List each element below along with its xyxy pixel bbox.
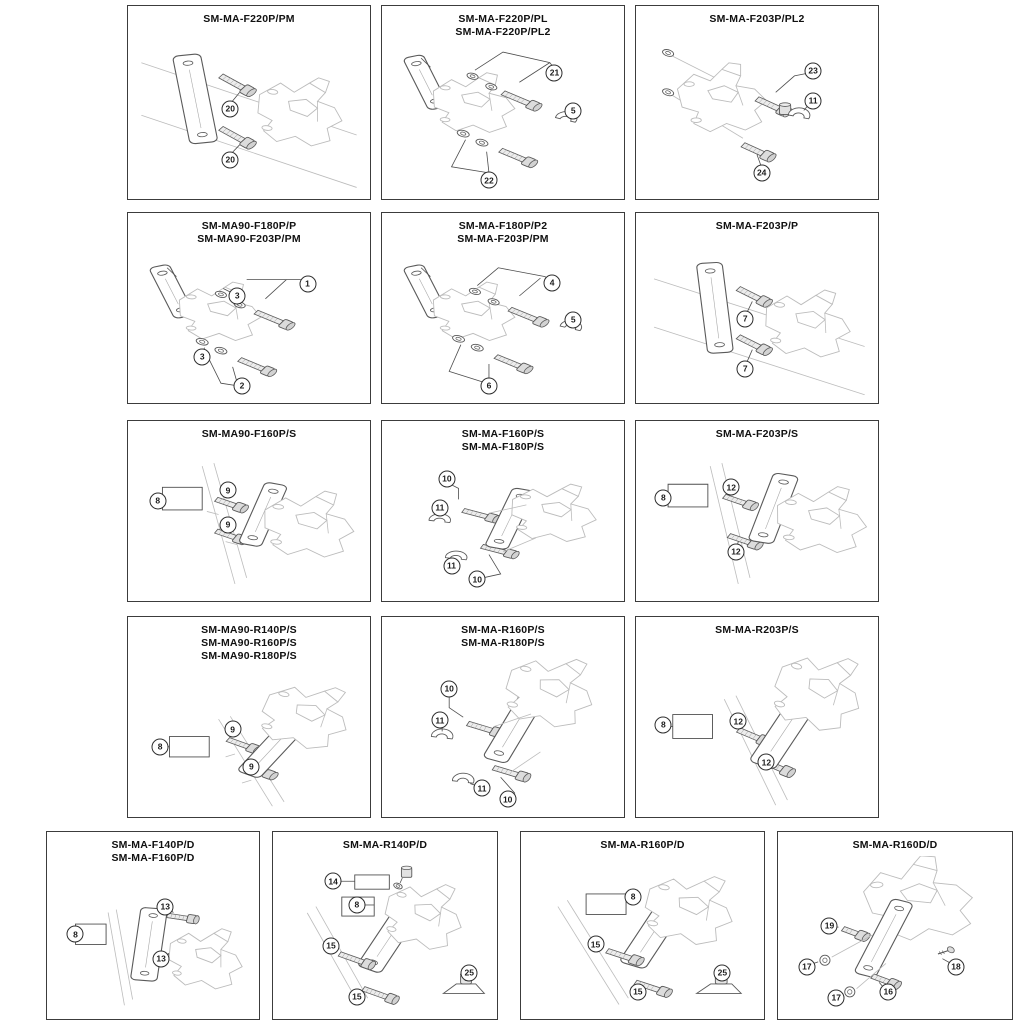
- callout-number: 15: [633, 986, 643, 997]
- panel-sm-ma-r160p-d: [520, 831, 765, 1020]
- callout-number: 11: [435, 715, 445, 726]
- washer-icon: [474, 138, 490, 148]
- panel-illustration: [132, 250, 366, 398]
- adapter-bracket: [172, 54, 217, 144]
- panel-title: [636, 428, 878, 441]
- callout-8: [152, 738, 169, 755]
- bolt-icon: [840, 925, 872, 943]
- panel-sm-ma90-f180p-p: [127, 212, 371, 404]
- brake-caliper-sketch: [242, 673, 366, 756]
- panel-title-line: SM-MA-F220P/PL: [458, 13, 548, 25]
- panel-sm-ma-f180p-p2: [381, 212, 625, 404]
- panel-title-line: SM-MA-R160P/S: [461, 624, 545, 636]
- panel-sm-ma-f140p-d: [46, 831, 260, 1020]
- callout-25: [714, 964, 731, 981]
- brake-caliper-sketch: [158, 921, 254, 993]
- exploded-view-drawing: [386, 654, 620, 812]
- panel-title-line: SM-MA-F203P/PM: [457, 233, 549, 245]
- bolt-icon: [217, 72, 258, 98]
- callout-number: 11: [447, 560, 457, 571]
- callout-2: [233, 378, 250, 395]
- callout-15: [348, 988, 365, 1005]
- panel-illustration: [640, 445, 874, 596]
- panel-title: [128, 13, 370, 26]
- callout-number: 14: [328, 876, 338, 887]
- panel-title: [382, 428, 624, 454]
- brake-caliper-sketch: [677, 63, 766, 132]
- callout-3: [194, 348, 211, 365]
- panel-title: [636, 13, 878, 26]
- panel-title-line: SM-MA-R180P/S: [461, 637, 545, 649]
- callout-17: [828, 990, 845, 1007]
- panel-title: [273, 839, 497, 852]
- callout-15: [629, 983, 646, 1000]
- callout-11: [473, 780, 490, 797]
- exploded-view-drawing: [386, 250, 620, 398]
- bolt-icon: [721, 492, 760, 511]
- panel-title-line: SM-MA-F203P/S: [715, 428, 799, 440]
- callout-9: [219, 482, 236, 499]
- panel-illustration: [386, 250, 620, 398]
- panel-title-line: SM-MA90-R140P/S: [201, 624, 297, 636]
- panel-illustration: [386, 43, 620, 194]
- bolt-icon: [217, 125, 258, 151]
- panel-title-line: SM-MA-F220P/PM: [203, 13, 295, 25]
- callout-10: [499, 791, 516, 808]
- panel-title-line: SM-MA90-F203P/PM: [197, 233, 301, 245]
- exploded-view-drawing: [132, 667, 366, 812]
- exploded-view-drawing: [640, 237, 874, 398]
- callout-number: 17: [802, 961, 812, 972]
- callout-10: [438, 470, 455, 487]
- callout-number: 25: [464, 967, 474, 978]
- callout-22: [480, 172, 497, 189]
- callout-8: [348, 896, 365, 913]
- panel-title-line: SM-MA-F160P/S: [461, 428, 545, 440]
- exploded-view-drawing: [51, 869, 255, 1014]
- callout-number: 12: [761, 757, 772, 768]
- callout-number: 8: [630, 891, 636, 902]
- callout-25: [461, 964, 478, 981]
- callout-number: 1: [305, 278, 310, 289]
- callout-12: [723, 479, 740, 496]
- panel-title-line: SM-MA90-R160P/S: [201, 637, 297, 649]
- bolt-icon: [236, 356, 279, 378]
- callout-number: 3: [199, 351, 205, 362]
- cam-washer-icon: [431, 728, 454, 739]
- callout-number: 22: [484, 175, 494, 186]
- panel-illustration: [640, 30, 874, 194]
- panel-sm-ma90-f160p-s: [127, 420, 371, 602]
- callout-number: 10: [502, 794, 513, 805]
- callout-5: [565, 102, 582, 119]
- callout-number: 7: [742, 363, 748, 374]
- callout-number: 11: [435, 502, 445, 513]
- callout-number: 10: [472, 574, 482, 585]
- callout-11: [443, 557, 460, 574]
- callout-13: [153, 950, 170, 967]
- callout-number: 5: [570, 314, 576, 325]
- callout-8: [149, 492, 166, 509]
- callout-number: 20: [225, 154, 235, 165]
- callout-number: 21: [549, 67, 560, 78]
- callout-9: [224, 721, 241, 738]
- callout-number: 23: [808, 65, 818, 76]
- panel-illustration: [525, 856, 760, 1014]
- brake-caliper-sketch: [171, 278, 268, 344]
- bolt-icon: [460, 507, 502, 524]
- exploded-view-drawing: [640, 445, 874, 596]
- panel-title: [778, 839, 1012, 852]
- panel-title-line: SM-MA-R160D/D: [852, 839, 938, 851]
- exploded-view-drawing: [132, 250, 366, 398]
- callout-number: 7: [742, 313, 748, 324]
- callout-number: 13: [160, 901, 170, 912]
- panel-sm-ma-f220p-pm: [127, 5, 371, 200]
- callout-number: 13: [156, 953, 166, 964]
- callout-11: [805, 92, 822, 109]
- exploded-view-drawing: [277, 856, 493, 1014]
- callout-number: 16: [883, 986, 893, 997]
- panel-sm-ma-f203p-s: [635, 420, 879, 602]
- panel-illustration: [782, 856, 1008, 1014]
- callout-21: [546, 65, 563, 82]
- callout-7: [737, 311, 754, 328]
- callout-number: 8: [661, 719, 666, 730]
- callout-number: 8: [155, 495, 161, 506]
- brake-caliper-sketch: [754, 641, 874, 739]
- callout-number: 15: [326, 940, 336, 951]
- exploded-view-drawing: [386, 43, 620, 194]
- callout-8: [67, 926, 84, 943]
- adapter-bracket: [130, 907, 167, 981]
- panel-title: [521, 839, 764, 852]
- panel-title-line: SM-MA90-F180P/P: [201, 220, 297, 232]
- callout-number: 15: [590, 939, 601, 950]
- callout-10: [469, 571, 486, 588]
- bolt-icon: [734, 333, 774, 357]
- panel-sm-ma-r140p-d: [272, 831, 498, 1020]
- callout-number: 11: [808, 95, 818, 106]
- panel-illustration: [132, 30, 366, 194]
- callout-number: 9: [248, 761, 254, 772]
- callout-11: [431, 499, 448, 516]
- callout-number: 6: [486, 380, 492, 391]
- panel-title: [636, 624, 878, 637]
- bolt-icon: [166, 911, 200, 924]
- nut-icon: [401, 866, 411, 877]
- callout-7: [737, 361, 754, 378]
- washer-icon: [820, 955, 830, 965]
- callout-20: [222, 151, 239, 168]
- panel-illustration: [386, 654, 620, 812]
- panel-illustration: [640, 237, 874, 398]
- washer-icon: [845, 987, 855, 997]
- callout-number: 2: [239, 380, 245, 391]
- panel-illustration: [386, 458, 620, 596]
- bolt-icon: [361, 985, 401, 1006]
- panel-sm-ma-f203p-p: [635, 212, 879, 404]
- callout-number: 5: [570, 105, 576, 116]
- panel-sm-ma-r203p-s: [635, 616, 879, 818]
- callout-number: 8: [157, 741, 163, 752]
- callout-number: 12: [733, 716, 743, 727]
- callout-number: 8: [73, 929, 78, 939]
- panel-illustration: [277, 856, 493, 1014]
- callout-8: [625, 889, 642, 906]
- callout-number: 10: [444, 683, 454, 694]
- panel-title: [128, 624, 370, 663]
- bolt-icon: [252, 309, 296, 331]
- callout-number: 8: [354, 899, 360, 910]
- bolt-icon: [491, 764, 533, 783]
- callout-10: [441, 680, 458, 697]
- panel-illustration: [51, 869, 255, 1014]
- callout-4: [544, 274, 561, 291]
- cam-washer-icon: [452, 772, 475, 783]
- callout-number: 12: [726, 482, 736, 493]
- panel-illustration: [132, 667, 366, 812]
- panel-sm-ma-f160p-s: [381, 420, 625, 602]
- panel-title-line: SM-MA-R160P/D: [600, 839, 685, 851]
- washer-icon: [194, 337, 210, 347]
- panel-title-line: SM-MA-F140P/D: [111, 839, 195, 851]
- callout-8: [655, 489, 672, 506]
- exploded-view-drawing: [386, 458, 620, 596]
- panel-sm-ma-f203p-pl2: [635, 5, 879, 200]
- washer-icon: [213, 346, 229, 356]
- callout-number: 12: [731, 546, 741, 557]
- callout-8: [655, 716, 672, 733]
- panel-title-line: SM-MA90-R180P/S: [201, 650, 297, 662]
- panel-title-line: SM-MA90-F160P/S: [201, 428, 297, 440]
- callout-number: 11: [477, 783, 487, 794]
- callout-9: [219, 517, 236, 534]
- panel-title: [382, 624, 624, 650]
- panel-title-line: SM-MA-R203P/S: [715, 624, 799, 636]
- callout-9: [243, 759, 260, 776]
- panel-illustration: [640, 641, 874, 812]
- callout-13: [157, 898, 174, 915]
- exploded-view-drawing: [640, 641, 874, 812]
- bolt-icon: [497, 147, 540, 169]
- set-screw-icon: [936, 946, 956, 957]
- callout-15: [587, 936, 604, 953]
- callout-number: 4: [549, 277, 555, 288]
- callout-24: [753, 164, 770, 181]
- callout-number: 3: [234, 290, 240, 301]
- adapter-bracket: [696, 262, 733, 353]
- panel-title-line: SM-MA-F160P/D: [111, 852, 195, 864]
- callout-number: 10: [442, 473, 452, 484]
- callout-20: [222, 100, 239, 117]
- panel-sm-ma-f220p-pl: [381, 5, 625, 200]
- callout-number: 25: [717, 967, 728, 978]
- callout-number: 15: [352, 991, 362, 1002]
- panel-title: [382, 220, 624, 246]
- panel-title-line: SM-MA-F203P/P: [715, 220, 799, 232]
- panel-title: [382, 13, 624, 39]
- panel-title-line: SM-MA-F180P/S: [461, 441, 545, 453]
- callout-23: [805, 63, 822, 80]
- bolt-icon: [492, 353, 535, 375]
- panel-title-line: SM-MA-R140P/D: [342, 839, 428, 851]
- bolt-icon: [734, 285, 774, 309]
- panel-title-line: SM-MA-F203P/PL2: [709, 13, 805, 25]
- callout-number: 24: [756, 167, 767, 178]
- callout-number: 9: [225, 485, 231, 496]
- callout-number: 8: [661, 492, 666, 503]
- callout-11: [431, 712, 448, 729]
- panel-title-line: SM-MA-F180P/P2: [458, 220, 548, 232]
- callout-5: [565, 311, 582, 328]
- callout-number: 20: [225, 103, 235, 114]
- panel-title-line: SM-MA-F220P/PL2: [455, 26, 551, 38]
- exploded-view-drawing: [132, 445, 366, 596]
- panel-sm-ma90-r140p-s: [127, 616, 371, 818]
- callout-17: [798, 958, 815, 975]
- bolt-icon: [213, 495, 250, 513]
- panel-title: [128, 220, 370, 246]
- panel-sm-ma-r160d-d: [777, 831, 1013, 1020]
- callout-1: [299, 276, 316, 293]
- panel-title: [636, 220, 878, 233]
- panel-sm-ma-r160p-s: [381, 616, 625, 818]
- callout-number: 18: [951, 961, 961, 972]
- exploded-view-drawing: [132, 30, 366, 194]
- brake-caliper-sketch: [425, 278, 522, 344]
- callout-12: [730, 713, 747, 730]
- panel-title: [128, 428, 370, 441]
- callout-18: [948, 958, 965, 975]
- panel-illustration: [132, 445, 366, 596]
- callout-number: 9: [225, 519, 231, 530]
- washer-icon: [469, 343, 485, 353]
- callout-number: 9: [230, 724, 235, 735]
- callout-number: 17: [831, 992, 841, 1003]
- callout-15: [323, 938, 340, 955]
- callout-12: [758, 754, 775, 771]
- washer-icon: [392, 882, 404, 890]
- callout-6: [480, 378, 497, 395]
- callout-3: [229, 287, 246, 304]
- brake-caliper-sketch: [245, 69, 355, 151]
- callout-19: [821, 917, 838, 934]
- callout-16: [880, 983, 897, 1000]
- callout-14: [325, 873, 342, 890]
- callout-12: [727, 544, 744, 561]
- callout-number: 19: [824, 920, 835, 931]
- panel-title: [47, 839, 259, 865]
